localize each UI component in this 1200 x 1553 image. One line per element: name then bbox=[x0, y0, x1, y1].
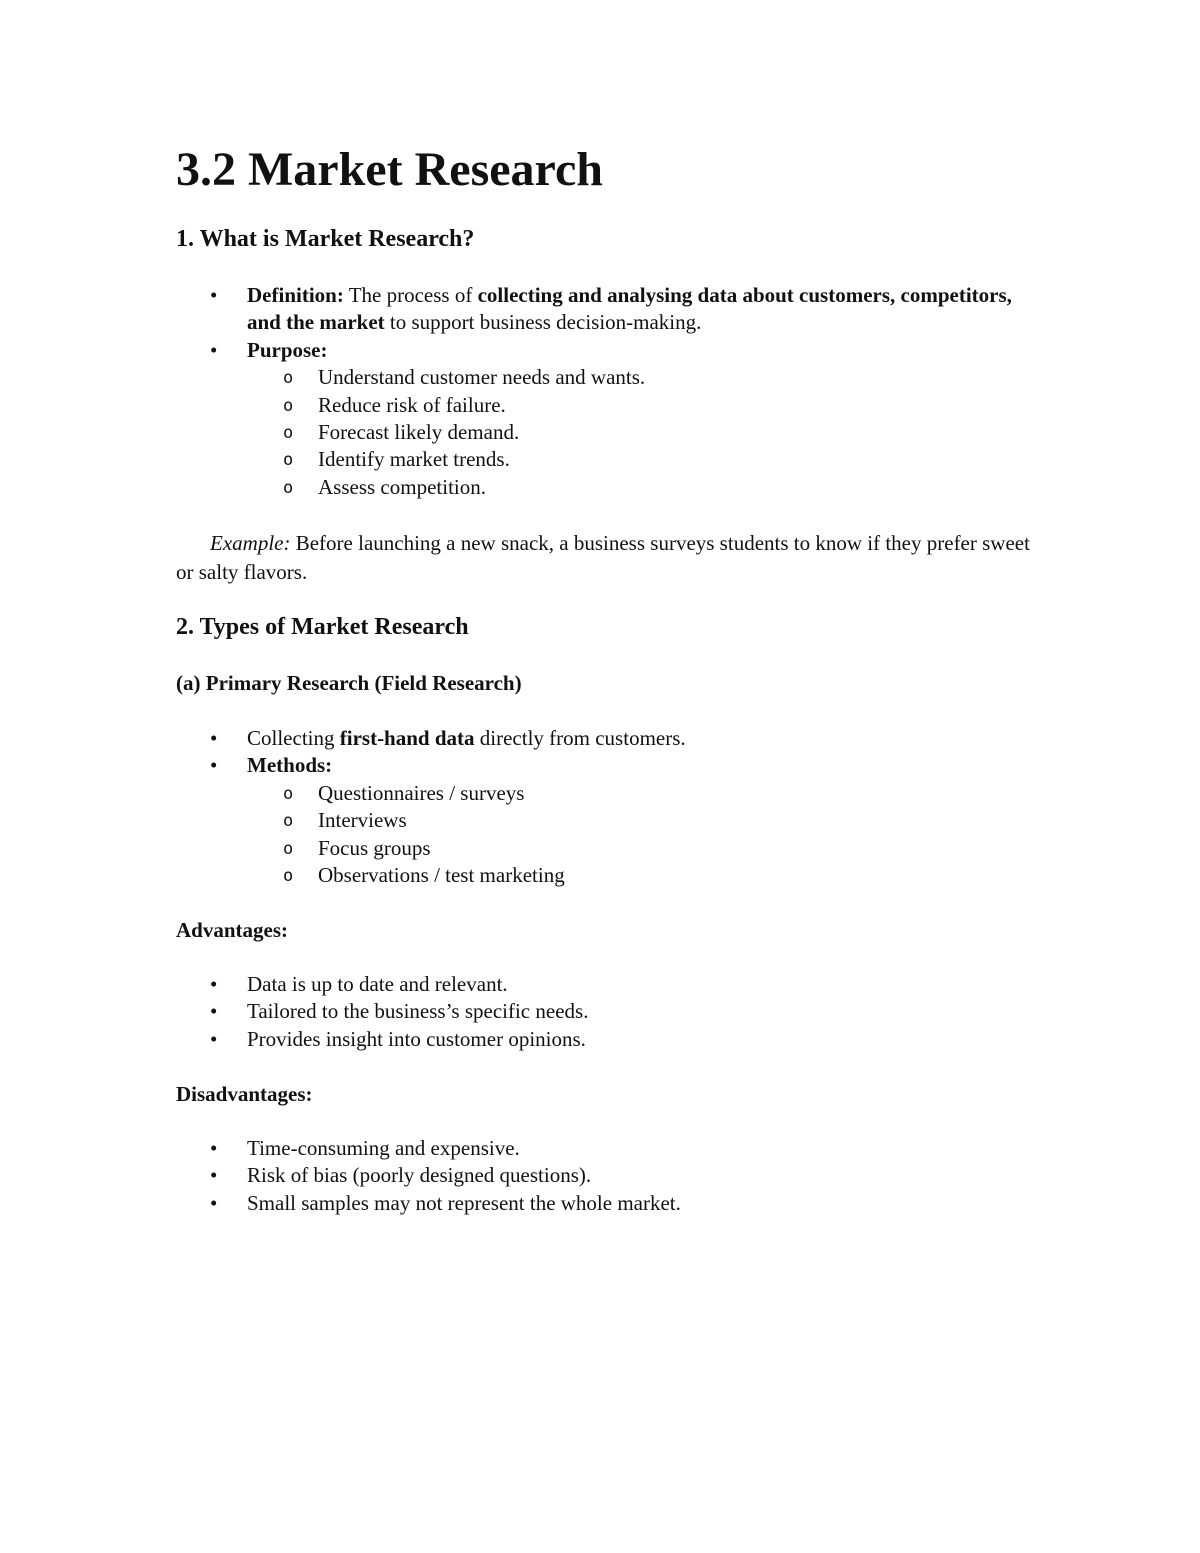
purpose-label: Purpose: bbox=[247, 337, 328, 362]
methods-sublist bbox=[247, 780, 1036, 890]
list-item: o Identify market trends. bbox=[247, 446, 1036, 473]
definition-text-a: The process of bbox=[343, 283, 478, 307]
list-item: • Time-consuming and expensive. bbox=[176, 1135, 1036, 1162]
list-item: o Interviews bbox=[247, 807, 1036, 834]
list-item: o Observations / test marketing bbox=[247, 862, 1036, 889]
list-item-definition bbox=[176, 282, 1036, 337]
list-item-methods bbox=[176, 752, 1036, 889]
section-heading-types: 2. Types of Market Research bbox=[176, 614, 469, 640]
list-item: o Forecast likely demand. bbox=[247, 419, 1036, 446]
collecting-bold: first-hand data bbox=[339, 726, 475, 750]
list-item: o Focus groups bbox=[247, 835, 1036, 862]
disadvantages-heading: Disadvantages: bbox=[176, 1082, 313, 1106]
definition-text-b: to support business decision-making. bbox=[384, 310, 702, 335]
example-label: Example: bbox=[210, 531, 291, 555]
list-item: o Understand customer needs and wants. bbox=[247, 364, 1036, 391]
definition-bold: collecting and analysing data about customers, competitors, and the market bbox=[247, 283, 1012, 335]
list-item: • Tailored to the business’s specific needs. bbox=[176, 998, 1036, 1025]
collecting-text-a: Collecting bbox=[247, 726, 340, 750]
list-item-collecting bbox=[176, 725, 1036, 752]
disadvantages-list bbox=[176, 1135, 1036, 1217]
subsection-heading-primary: (a) Primary Research (Field Research) bbox=[176, 671, 522, 695]
list-item: o Questionnaires / surveys bbox=[247, 780, 1036, 807]
section-heading-what-is: 1. What is Market Research? bbox=[176, 226, 475, 252]
list-item: • Risk of bias (poorly designed questions). bbox=[176, 1162, 1036, 1189]
example-paragraph bbox=[176, 529, 1036, 587]
page-title: 3.2 Market Research bbox=[176, 143, 603, 196]
list-item-purpose bbox=[176, 337, 1036, 501]
methods-label: Methods: bbox=[247, 753, 333, 778]
advantages-heading: Advantages: bbox=[176, 918, 289, 942]
collecting-text-b: directly from customers. bbox=[474, 726, 686, 750]
primary-research-list bbox=[176, 725, 1036, 889]
list-item: • Data is up to date and relevant. bbox=[176, 971, 1036, 998]
list-item: o Assess competition. bbox=[247, 474, 1036, 501]
example-text: Before launching a new snack, a business surveys students to know if they prefer sweet or salty flavors. bbox=[176, 531, 1030, 584]
purpose-sublist bbox=[247, 364, 1036, 501]
list-item: • Provides insight into customer opinions. bbox=[176, 1026, 1036, 1053]
list-item: • Small samples may not represent the whole market. bbox=[176, 1190, 1036, 1217]
definition-purpose-list bbox=[176, 282, 1036, 501]
advantages-list bbox=[176, 971, 1036, 1053]
list-item: o Reduce risk of failure. bbox=[247, 392, 1036, 419]
definition-label: Definition: bbox=[247, 283, 344, 307]
